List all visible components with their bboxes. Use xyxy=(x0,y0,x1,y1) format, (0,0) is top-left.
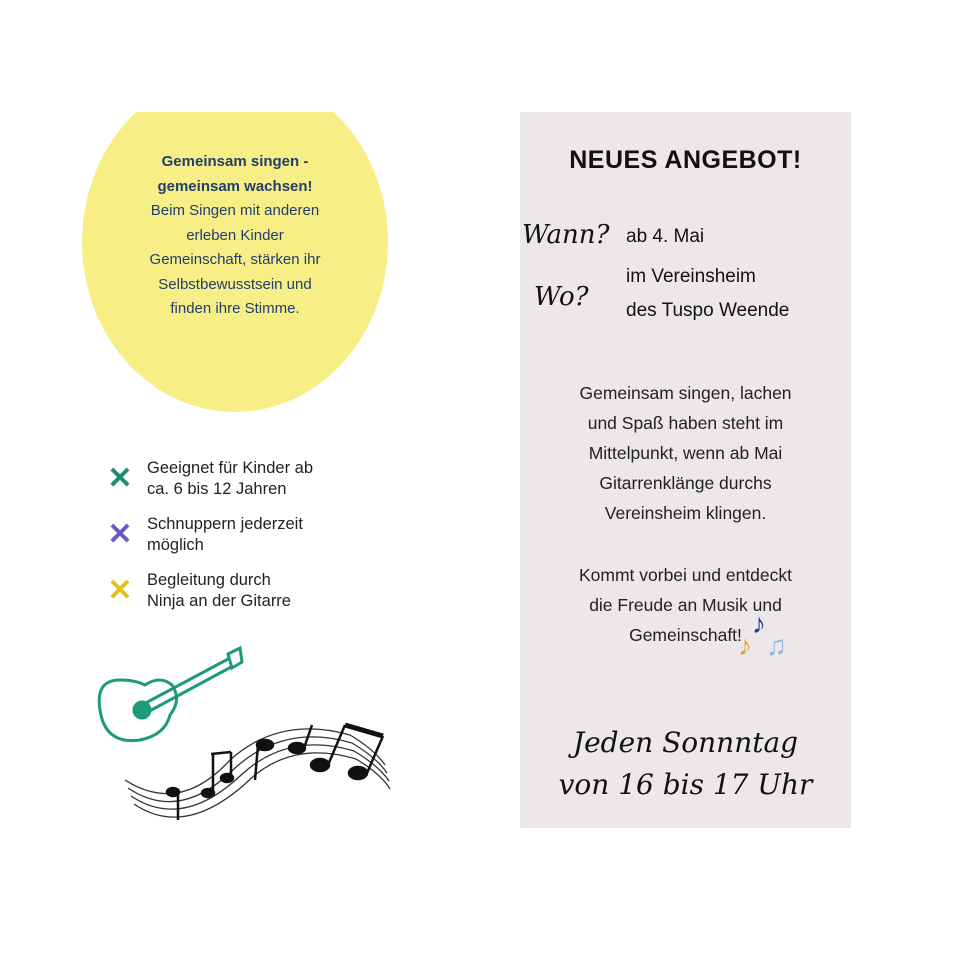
music-notes-icon xyxy=(167,725,383,820)
paragraph-line: Vereinsheim klingen. xyxy=(604,503,767,523)
paragraph-line: Gitarrenklänge durchs xyxy=(599,473,772,493)
paragraph-line: Gemeinsam singen, lachen xyxy=(579,383,792,403)
invitation-paragraph xyxy=(520,560,851,650)
schedule-day: Jeden Sonnntag xyxy=(572,726,799,759)
guitar-and-notes-illustration xyxy=(90,640,400,830)
feature-text: Ninja an der Gitarre xyxy=(147,592,291,610)
cross-icon: ✕ xyxy=(107,518,133,551)
feature-item xyxy=(105,570,385,612)
cross-icon: ✕ xyxy=(107,462,133,495)
description-paragraph xyxy=(520,378,851,528)
guitar-icon xyxy=(99,648,242,741)
bubble-line: Gemeinschaft, stärken ihr xyxy=(149,251,321,268)
paragraph-line: Gemeinschaft! xyxy=(629,625,742,645)
feature-text: Geeignet für Kinder ab xyxy=(147,459,314,477)
where-value-2: des Tuspo Weende xyxy=(626,300,790,321)
when-label: Wann? xyxy=(522,220,610,250)
feature-text: Begleitung durch xyxy=(147,571,271,589)
bubble-line: erleben Kinder xyxy=(186,226,284,244)
feature-text: ca. 6 bis 12 Jahren xyxy=(147,480,287,498)
bubble-heading-2: gemeinsam wachsen! xyxy=(157,177,313,195)
feature-item xyxy=(105,458,385,500)
feature-text: möglich xyxy=(147,536,204,554)
feature-item xyxy=(105,514,385,556)
feature-text: Schnuppern jederzeit xyxy=(147,515,303,533)
paragraph-line: Mittelpunkt, wenn ab Mai xyxy=(588,443,783,463)
bubble-line: Beim Singen mit anderen xyxy=(150,202,320,219)
bubble-line: Selbstbewusstsein und xyxy=(158,275,312,293)
paragraph-line: die Freude an Musik und xyxy=(589,595,782,615)
schedule-time: von 16 bis 17 Uhr xyxy=(558,768,813,801)
when-value: ab 4. Mai xyxy=(626,226,705,247)
paragraph-line: und Spaß haben steht im xyxy=(587,413,784,433)
paragraph-line: Kommt vorbei und entdeckt xyxy=(578,565,793,585)
colored-notes-icon: ♪♪♫ xyxy=(738,608,787,661)
panel-title: NEUES ANGEBOT! xyxy=(569,146,802,174)
bubble-line: finden ihre Stimme. xyxy=(170,300,300,317)
where-value-1: im Vereinsheim xyxy=(626,266,756,287)
info-panel xyxy=(520,112,851,828)
cross-icon: ✕ xyxy=(107,574,133,607)
bubble-text xyxy=(100,150,370,322)
where-label: Wo? xyxy=(534,282,589,312)
bubble-heading-1: Gemeinsam singen - xyxy=(161,153,309,170)
feature-list xyxy=(105,458,385,626)
